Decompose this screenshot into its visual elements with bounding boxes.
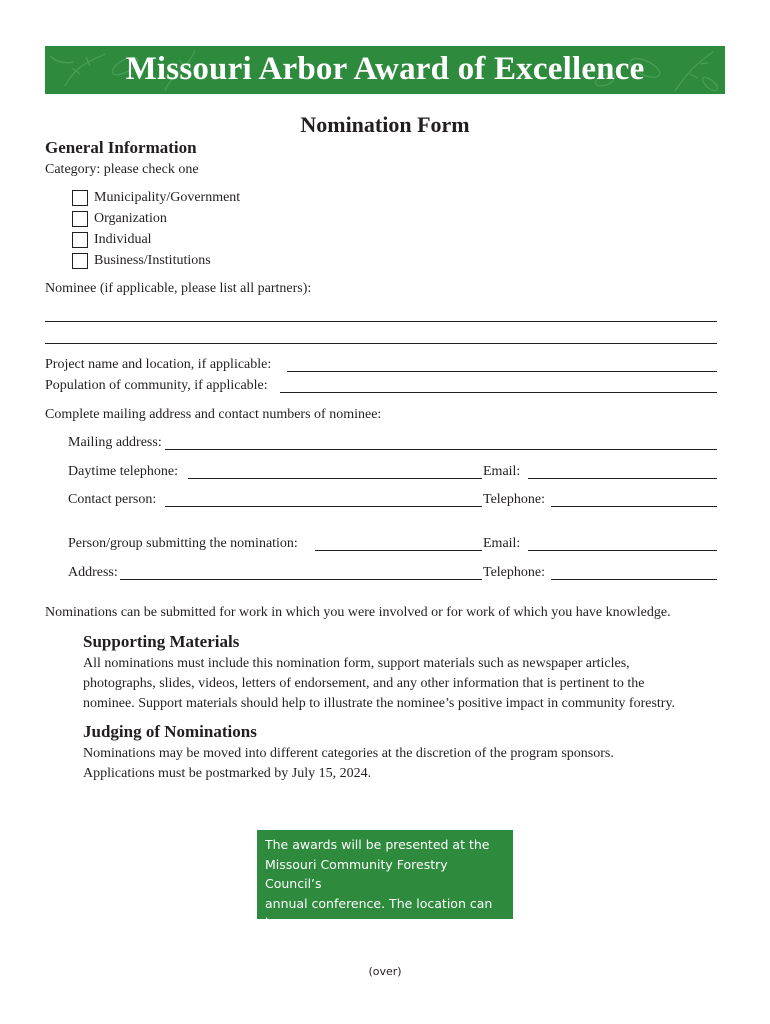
judging-heading: Judging of Nominations	[83, 722, 257, 741]
address-label: Address:	[68, 565, 118, 580]
judging-line-1: Nominations may be moved into different categories at the discretion of the program sponsors.	[83, 746, 614, 761]
nominations-note: Nominations can be submitted for work in which you were involved or for work of which you have knowledge.	[45, 605, 671, 620]
notice-line-3: annual conference. The location can be	[265, 895, 493, 930]
daytime-telephone-field[interactable]	[188, 478, 482, 479]
project-label: Project name and location, if applicable:	[45, 357, 272, 372]
email-field[interactable]	[528, 478, 717, 479]
daytime-telephone-label: Daytime telephone:	[68, 464, 179, 479]
notice-line-2: Missouri Community Forestry Council’s	[265, 856, 448, 891]
judging-text	[83, 744, 614, 784]
supporting-materials-text	[83, 654, 675, 714]
submitter-telephone-field[interactable]	[551, 579, 717, 580]
submitter-email-field[interactable]	[528, 550, 717, 551]
category-option-municipality[interactable]	[72, 189, 240, 207]
checkbox[interactable]	[72, 211, 88, 227]
population-label: Population of community, if applicable:	[45, 378, 268, 393]
contact-person-field[interactable]	[165, 506, 482, 507]
email-label: Email:	[483, 464, 521, 479]
nominee-field-line-2[interactable]	[45, 343, 717, 344]
population-field[interactable]	[280, 392, 717, 393]
supporting-materials-heading: Supporting Materials	[83, 632, 240, 651]
checkbox[interactable]	[72, 253, 88, 269]
telephone-label: Telephone:	[483, 492, 545, 507]
conference-notice-box	[257, 830, 513, 950]
telephone-field[interactable]	[551, 506, 717, 507]
submitter-field[interactable]	[315, 550, 482, 551]
page-title: Nomination Form	[300, 112, 470, 137]
contact-person-label: Contact person:	[68, 492, 157, 507]
project-field[interactable]	[287, 371, 717, 372]
category-option-individual[interactable]	[72, 231, 152, 249]
general-information-heading: General Information	[45, 138, 197, 157]
notice-line-4: found at mocommunitytrees.org.	[265, 934, 472, 950]
category-option-organization[interactable]	[72, 210, 167, 228]
supporting-line-1: All nominations must include this nomination form, support materials such as newspaper articles,	[83, 656, 630, 671]
checkbox[interactable]	[72, 190, 88, 206]
category-label: Municipality/Government	[94, 190, 241, 205]
category-label: Organization	[94, 211, 167, 226]
page-over-note: (over)	[368, 965, 402, 978]
mailing-address-field[interactable]	[165, 449, 717, 450]
judging-line-2: Applications must be postmarked by July 15, 2024.	[83, 766, 372, 781]
supporting-line-2: photographs, slides, videos, letters of endorsement, and any other information that is pertinent to the	[83, 676, 645, 691]
submitter-email-label: Email:	[483, 536, 521, 551]
supporting-line-3: nominee. Support materials should help to illustrate the nominee’s positive impact in community forestry.	[83, 696, 676, 711]
banner-title: Missouri Arbor Award of Excellence	[125, 51, 645, 87]
contact-intro: Complete mailing address and contact numbers of nominee:	[45, 407, 382, 422]
nominee-field-line-1[interactable]	[45, 321, 717, 322]
category-label: Individual	[94, 232, 152, 247]
submitter-telephone-label: Telephone:	[483, 565, 545, 580]
title-banner	[45, 46, 725, 94]
notice-line-1: The awards will be presented at the	[265, 837, 490, 852]
category-option-business[interactable]	[72, 252, 211, 270]
category-prompt: Category: please check one	[45, 162, 199, 177]
mailing-address-label: Mailing address:	[68, 435, 162, 450]
category-label: Business/Institutions	[94, 253, 211, 268]
nominee-label: Nominee (if applicable, please list all partners):	[45, 281, 312, 296]
checkbox[interactable]	[72, 232, 88, 248]
submitter-label: Person/group submitting the nomination:	[68, 536, 298, 551]
address-field[interactable]	[120, 579, 482, 580]
